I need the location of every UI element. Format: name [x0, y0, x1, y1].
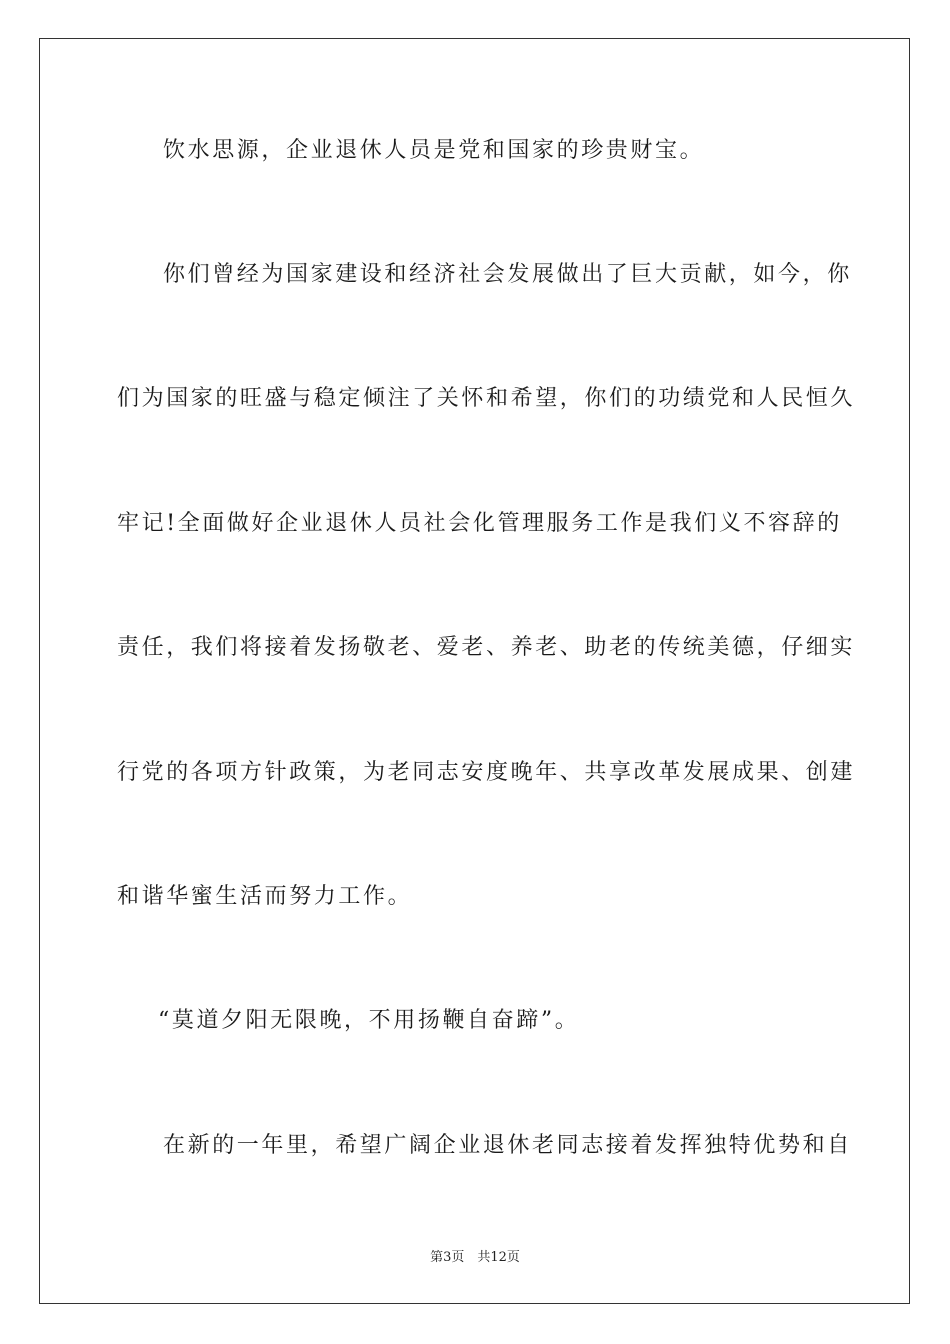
paragraph-2-line-5: 行党的各项方针政策，为老同志安度晚年、共享改革发展成果、创建 [117, 760, 856, 785]
page-border [39, 38, 910, 1304]
page-number-footer: 第3页 共12页 [430, 1250, 520, 1265]
paragraph-2-line-2: 们为国家的旺盛与稳定倾注了关怀和希望，你们的功绩党和人民恒久 [117, 386, 856, 411]
paragraph-4-line-1: 在新的一年里，希望广阔企业退休老同志接着发挥独特优势和自 [163, 1133, 852, 1158]
paragraph-2-line-1: 你们曾经为国家建设和经济社会发展做出了巨大贡献，如今，你 [163, 262, 852, 287]
paragraph-2-line-3: 牢记!全面做好企业退休人员社会化管理服务工作是我们义不容辞的 [117, 511, 842, 536]
paragraph-1-line-1: 饮水思源，企业退休人员是党和国家的珍贵财宝。 [163, 138, 705, 163]
paragraph-2-line-4: 责任，我们将接着发扬敬老、爱老、养老、助老的传统美德，仔细实 [117, 635, 856, 660]
quote-line: “莫道夕阳无限晚，不用扬鞭自奋蹄”。 [158, 1008, 580, 1033]
paragraph-2-line-6: 和谐华蜜生活而努力工作。 [117, 884, 413, 909]
